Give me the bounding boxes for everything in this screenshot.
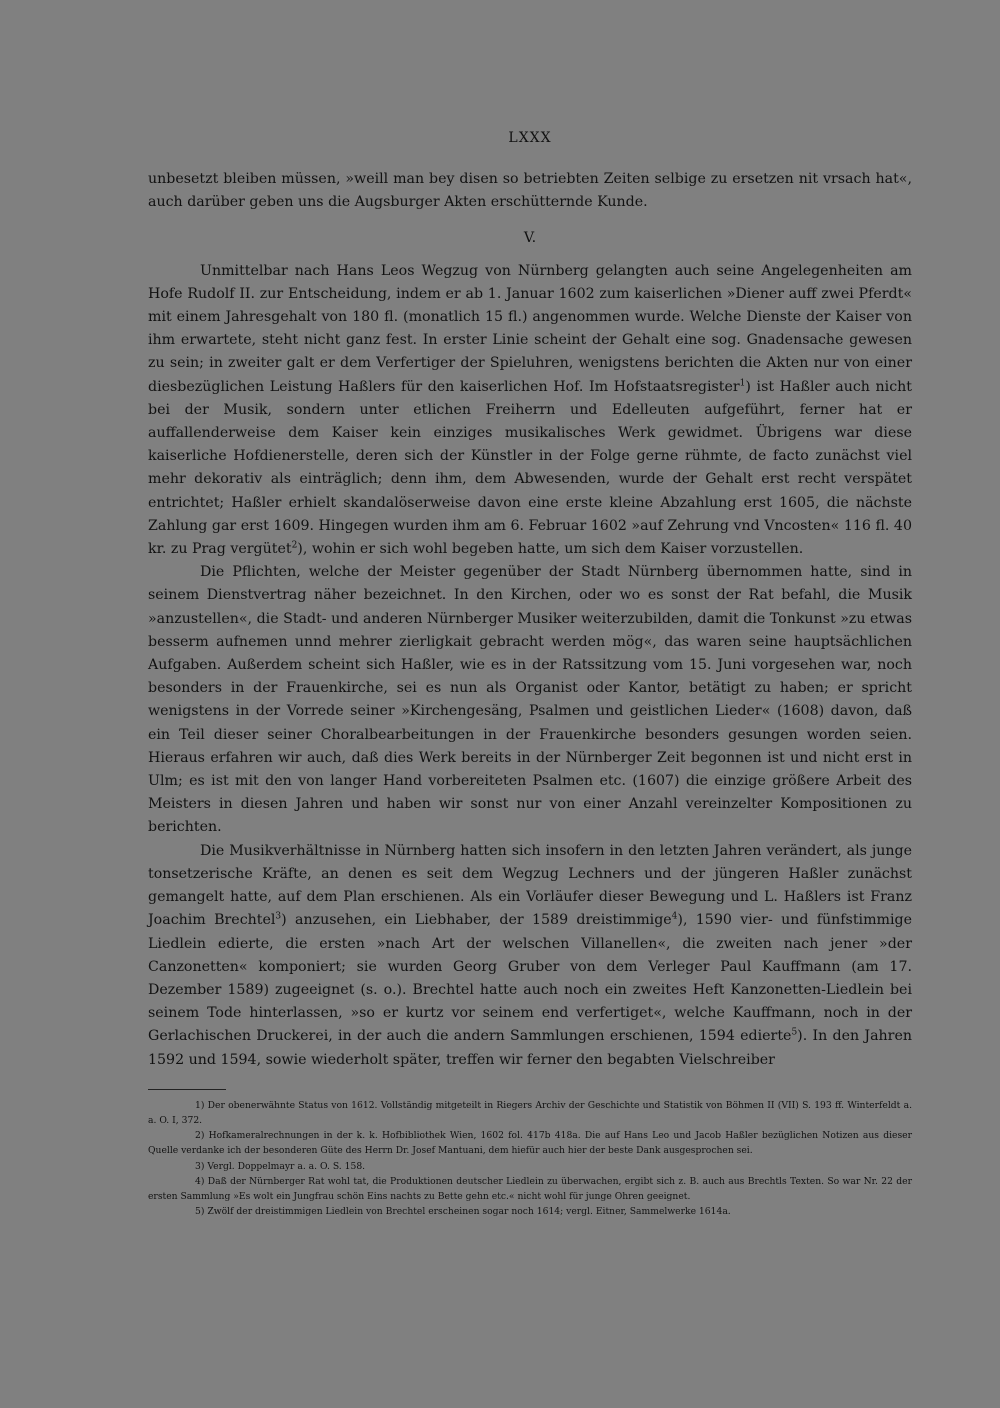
page-number: LXXX: [508, 130, 552, 146]
footnote-divider: [148, 1089, 226, 1090]
footnote-ref-3: 3: [275, 911, 282, 922]
footnote-4: 4) Daß der Nürnberger Rat wohl tat, die Produktionen deutscher Liedlein zu überwachen, ergibt sich z. B. auch aus Brechtls Texten. So war Nr. 22 der ersten Sammlung »Es wolt ein Jungfrau schön Eins nachts zu Bette gehn etc.« nicht wohl für junge Ohren geeignet.: [148, 1175, 912, 1202]
footnote-ref-2: 2: [291, 540, 298, 551]
section-heading: V.: [523, 230, 537, 247]
paragraph-pflichten: Die Pflichten, welche der Meister gegenüber der Stadt Nürnberg übernommen hatte, sind in seinem Dienstvertrag näher bezeichnet. In den Kirchen, oder wo es sonst der Rat befahl, die Musik »anzustellen«, die Stadt- und anderen Nürnberger Musiker weiterzubilden, damit die Tonkunst »zu etwas besserm aufnemen unnd mehrer zierligkait gebracht werden mög«, das waren seine hauptsächlichen Aufgaben. Außerdem scheint sich Haßler, wie es in der Ratssitzung vom 15. Juni vorgesehen war, noch besonders in der Frauenkirche, sei es nun als Organist oder Kantor, betätigt zu haben; er spricht wenigstens in der Vorrede seiner »Kirchengesäng, Psalmen und geistlichen Lieder« (1608) davon, daß ein Teil dieser seiner Choralbearbeitungen in der Frauenkirche besonders gesungen worden seien. Hieraus erfahren wir auch, daß dies Werk bereits in der Nürnberger Zeit begonnen ist und nicht erst in Ulm; es ist mit den von langer Hand vorbereiteten Psalmen etc. (1607) die einzige größere Arbeit des Meisters in diesen Jahren und haben wir sonst nur von einer Anzahl vereinzelter Kompositionen zu berichten.: [148, 564, 912, 836]
text-run: Unmittelbar nach Hans Leos Wegzug von Nürnberg gelangten auch seine Angelegenheiten am Hofe Rudolf II. zur Entscheidung, indem er ab 1. Januar 1602 zum kaiserlichen »Diener auff zwei Pferdt« mit einem Jahresgehalt von 180 fl. (monatlich 15 fl.) angenommen wurde. Welche Dienste der Kaiser von ihm erwartete, steht nicht ganz fest. In erster Linie scheint der Gehalt eine sog. Gnadensache gewesen zu sein; in zweiter galt er dem Verfertiger der Spieluhren, wenigstens berichten die Akten nur von einer diesbezüglichen Leistung Haßlers für den kaiserlichen Hof. Im Hofstaatsregister: [148, 262, 912, 395]
paragraph-continued: unbesetzt bleiben müssen, »weill man bey disen so betriebten Zeiten selbige zu ersetzen nit vrsach hat«, auch darüber geben uns die Augsburger Akten erschütternde Kunde.: [148, 171, 912, 211]
footnote-ref-1: 1: [739, 377, 746, 388]
footnote-ref-4: 4: [671, 911, 678, 922]
footnotes: [148, 1098, 912, 1220]
footnote-5: 5) Zwölf der dreistimmigen Liedlein von Brechtel erscheinen sogar noch 1614; vergl. Eitner, Sammelwerke 1614a.: [195, 1206, 731, 1218]
text-run: ), wohin er sich wohl begeben hatte, um sich dem Kaiser vorzustellen.: [297, 541, 804, 558]
footnote-3: 3) Vergl. Doppelmayr a. a. O. S. 158.: [195, 1160, 366, 1172]
footnote-1: 1) Der obenerwähnte Status von 1612. Vollständig mitgeteilt in Riegers Archiv der Geschichte und Statistik von Böhmen II (VII) S. 193 ff. Winterfeldt a. a. O. I, 372.: [148, 1099, 912, 1126]
paragraph-hofdienst: [148, 260, 912, 562]
text-run: ). In den Jahren 1592 und 1594, sowie wiederholt später, treffen wir ferner den begabten Vielschreiber: [148, 1028, 912, 1068]
text-run: Die Musikverhältnisse in Nürnberg hatten sich insofern in den letzten Jahren verändert, als junge tonsetzerische Kräfte, an denen es seit dem Wegzug Lechners und der jüngeren Haßler zunächst gemangelt hatte, auf dem Plan erschienen. Als ein Vorläufer dieser Bewegung und L. Haßlers ist Franz Joachim Brechtel: [148, 842, 912, 929]
text-run: ) anzusehen, ein Liebhaber, der 1589 dreistimmige: [281, 912, 672, 929]
paragraph-musikverhaeltnisse: [148, 840, 912, 1072]
text-run: ), 1590 vier- und fünfstimmige Liedlein edierte, die ersten »nach Art der welschen Villanellen«, die zweiten nach jener »der Canzonetten« komponiert; sie wurden Georg Gruber von dem Verleger Paul Kauffmann (am 17. Dezember 1589) zugeeignet (s. o.). Brechtel hatte auch noch ein zweites Heft Kanzonetten-Liedlein bei seinem Tode hinterlassen, »so er kurtz vor seinem end verfertiget«, welche Kauffmann, noch in der Gerlachischen Druckerei, in der auch die andern Sammlungen erschienen, 1594 edierte: [148, 912, 912, 1045]
text-run: ) ist Haßler auch nicht bei der Musik, sondern unter etlichen Freiherrn und Edelleuten aufgeführt, ferner hat er auffallenderweise dem Kaiser kein einziges musikalisches Werk gewidmet. Übrigens war diese kaiserliche Hofdienerstelle, deren sich der Künstler in der Folge gerne rühmte, de facto zunächst viel mehr dekorativ als einträglich; denn ihm, dem Abwesenden, wurde der Gehalt erst recht verspätet entrichtet; Haßler erhielt skandalöserweise davon eine erste kleine Abzahlung erst 1605, die nächste Zahlung gar erst 1609. Hingegen wurden ihm am 6. Februar 1602 »auf Zehrung vnd Vncosten« 116 fl. 40 kr. zu Prag vergütet: [148, 378, 912, 558]
footnote-2: 2) Hofkameralrechnungen in der k. k. Hofbibliothek Wien, 1602 fol. 417b 418a. Die auf Hans Leo und Jacob Haßler bezüglichen Notizen aus dieser Quelle verdanke ich der besonderen Güte des Herrn Dr. Josef Mantuani, dem hiefür auch hier der beste Dank ausgesprochen sei.: [148, 1130, 912, 1157]
body-text: [148, 168, 912, 1072]
footnote-ref-5: 5: [791, 1027, 798, 1038]
book-page: [148, 130, 912, 1219]
